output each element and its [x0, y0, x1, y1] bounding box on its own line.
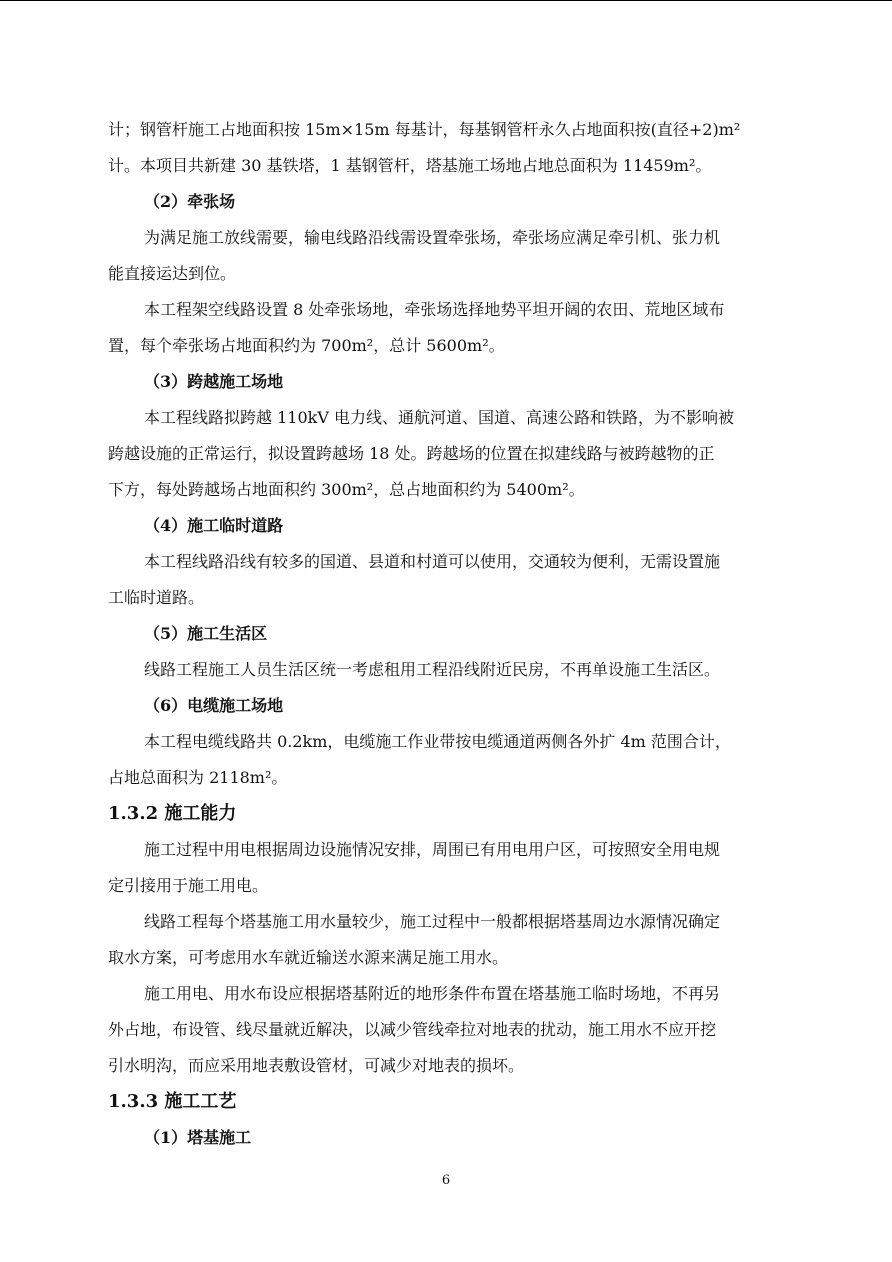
paragraph-line: 跨越设施的正常运行，拟设置跨越场 18 处。跨越场的位置在拟建线路与被跨越物的正: [108, 444, 715, 463]
paragraph-line: 本工程电缆线路共 0.2km，电缆施工作业带按电缆通道两侧各外扩 4m 范围合计，: [144, 732, 731, 751]
paragraph-line: 本工程线路沿线有较多的国道、县道和村道可以使用，交通较为便利，无需设置施: [144, 552, 721, 571]
paragraph-line: 施工用电、用水布设应根据塔基附近的地形条件布置在塔基施工临时场地，不再另: [144, 984, 721, 1003]
subsection-title: （3）跨越施工场地: [144, 372, 284, 391]
paragraph-line: 线路工程每个塔基施工用水量较少，施工过程中一般都根据塔基周边水源情况确定: [144, 912, 721, 931]
paragraph-line: 本工程架空线路设置 8 处牵张场地，牵张场选择地势平坦开阔的农田、荒地区域布: [144, 300, 725, 319]
paragraph-line: 计；钢管杆施工占地面积按 15m×15m 每基计，每基钢管杆永久占地面积按(直径+2)m²: [108, 120, 741, 139]
paragraph-line: 本工程线路拟跨越 110kV 电力线、通航河道、国道、高速公路和铁路，为不影响被: [144, 408, 734, 427]
top-rule: [0, 0, 892, 1]
paragraph-line: 施工过程中用电根据周边设施情况安排，周围已有用电用户区，可按照安全用电规: [144, 840, 721, 859]
paragraph-line: 能直接运达到位。: [108, 264, 237, 283]
paragraph-line: 取水方案，可考虑用水车就近输送水源来满足施工用水。: [108, 948, 509, 967]
paragraph-line: 计。本项目共新建 30 基铁塔，1 基钢管杆，塔基施工场地占地总面积为 11459m²。: [108, 156, 712, 175]
subsection-title: （5）施工生活区: [144, 624, 268, 643]
paragraph-line: 工临时道路。: [108, 588, 205, 607]
subsection-title: （4）施工临时道路: [144, 516, 284, 535]
subsection-title: （2）牵张场: [144, 192, 236, 211]
paragraph-line: 下方，每处跨越场占地面积约 300m²，总占地面积约为 5400m²。: [108, 480, 585, 499]
paragraph-line: 置，每个牵张场占地面积约为 700m²，总计 5600m²。: [108, 336, 505, 355]
subsection-title: （6）电缆施工场地: [144, 696, 284, 715]
subsection-title: （1）塔基施工: [144, 1128, 252, 1147]
page-number: 6: [441, 1173, 451, 1188]
paragraph-line: 外占地，布设管、线尽量就近解决，以减少管线牵拉对地表的扰动，施工用水不应开挖: [108, 1020, 717, 1039]
paragraph-line: 定引接用于施工用电。: [108, 876, 269, 895]
section-heading: 1.3.2 施工能力: [108, 803, 237, 824]
section-heading: 1.3.3 施工工艺: [108, 1091, 237, 1112]
paragraph-line: 为满足施工放线需要，输电线路沿线需设置牵张场，牵张场应满足牵引机、张力机: [144, 228, 721, 247]
paragraph-line: 引水明沟，而应采用地表敷设管材，可减少对地表的损坏。: [108, 1056, 525, 1075]
paragraph-line: 占地总面积为 2118m²。: [108, 768, 288, 787]
paragraph-line: 线路工程施工人员生活区统一考虑租用工程沿线附近民房，不再单设施工生活区。: [144, 660, 721, 679]
document-body: [108, 112, 788, 1156]
